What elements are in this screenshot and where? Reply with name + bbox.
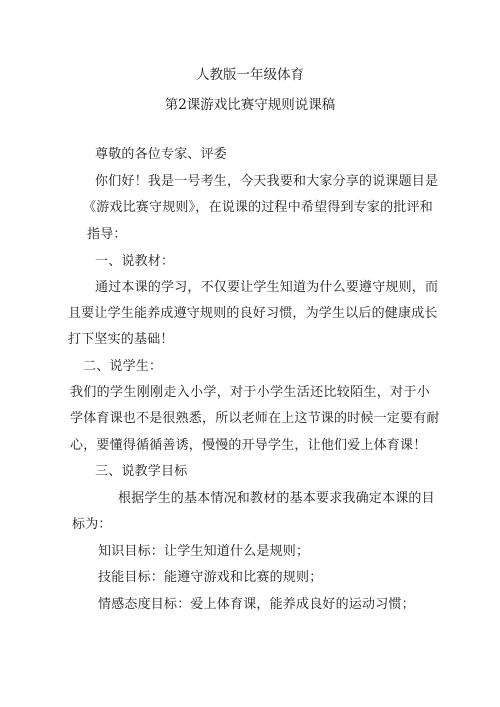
section-heading-textbook: 一、说教材： (95, 254, 175, 269)
goal-attitude: 情感态度目标：爱上体育课，能养成良好的运动习惯； (98, 597, 415, 612)
intro-line-3: 指导： (87, 227, 127, 242)
document-subtitle: 第2课游戏比赛守规则说课稿 (164, 97, 336, 113)
section3-line-2: 标为： (72, 517, 112, 532)
greeting: 尊敬的各位专家、评委 (95, 147, 228, 162)
intro-line-2: 《游戏比赛守规则》，在说课的过程中希望得到专家的批评和 (83, 200, 433, 215)
section2-line-2: 学体育课也不是很熟悉，所以老师在上这节课的时候一定要有耐 (70, 411, 440, 426)
section-heading-goals: 三、说教学目标 (95, 464, 188, 479)
goal-knowledge: 知识目标：让学生知道什么是规则； (98, 544, 310, 559)
document-title: 人教版一年级体育 (196, 67, 304, 83)
section2-line-1: 我们的学生刚刚走入小学，对于小学生活还比较陌生，对于小 (70, 385, 430, 400)
section1-line-3: 打下坚实的基础！ (68, 332, 174, 347)
goal-skill: 技能目标：能遵守游戏和比赛的规则； (98, 570, 323, 585)
section3-line-1: 根据学生的基本情况和教材的基本要求我确定本课的目 (118, 491, 435, 506)
section-heading-students: 二、说学生： (83, 359, 163, 374)
section1-line-1: 通过本课的学习，不仅要让学生知道为什么要遵守规则，而 (95, 280, 439, 295)
intro-line-1: 你们好！我是一号考生，今天我要和大家分享的说课题目是 (95, 174, 439, 189)
section1-line-2: 且要让学生能养成遵守规则的良好习惯，为学生以后的健康成长 (68, 306, 438, 321)
section2-line-3: 心，要懂得循循善诱，慢慢的开导学生，让他们爱上体育课！ (70, 438, 427, 453)
